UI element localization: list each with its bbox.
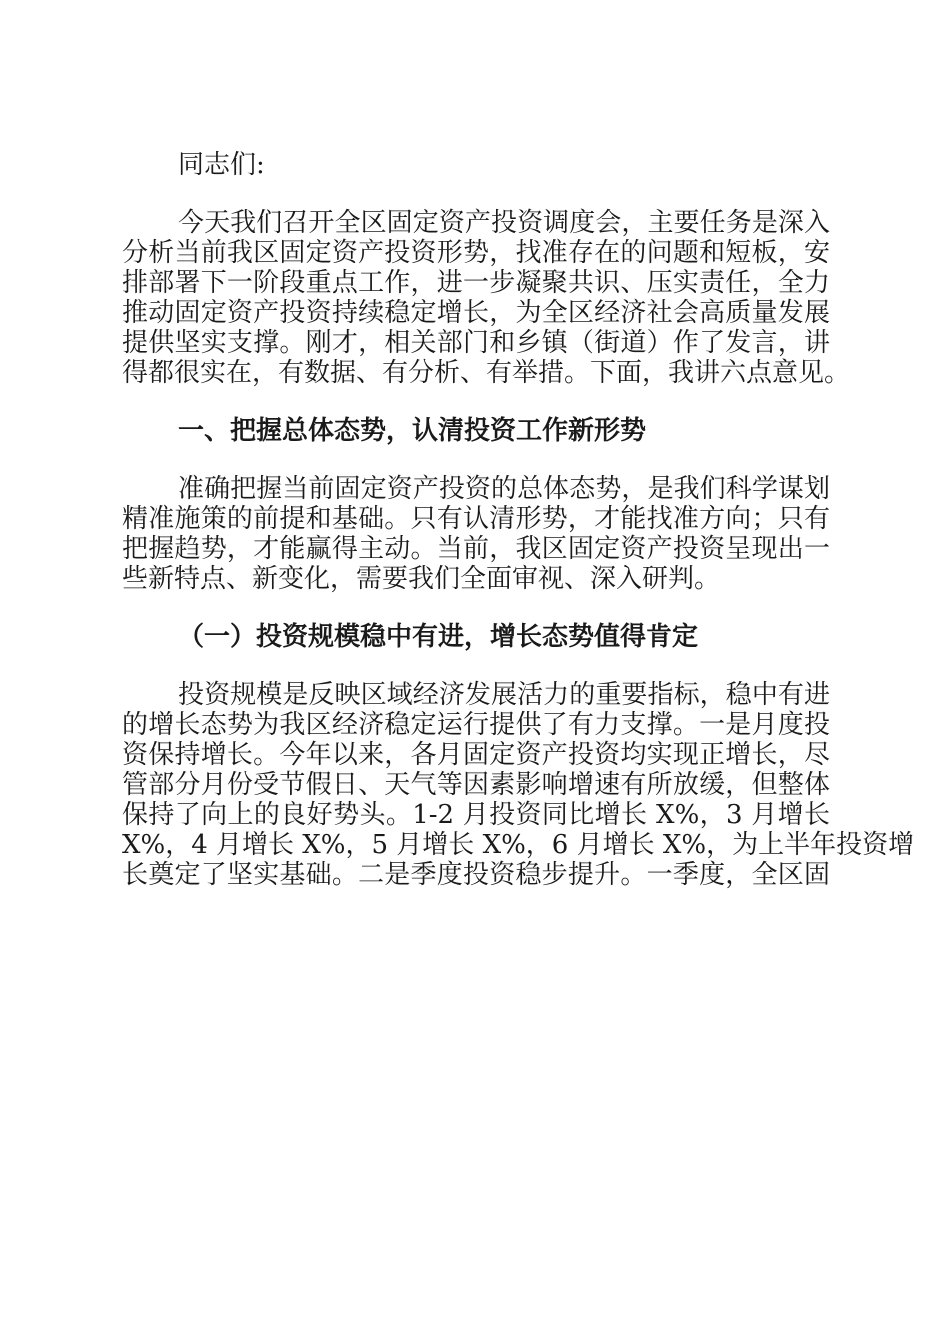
paragraph-line: 今天我们召开全区固定资产投资调度会，主要任务是深入 bbox=[178, 208, 830, 238]
paragraph-line: 投资规模是反映区域经济发展活力的重要指标，稳中有进 bbox=[178, 680, 830, 710]
paragraph-line: 排部署下一阶段重点工作，进一步凝聚共识、压实责任，全力 bbox=[122, 268, 830, 298]
salutation: 同志们: bbox=[178, 150, 265, 180]
document-page bbox=[122, 150, 915, 890]
paragraph-line: 管部分月份受节假日、天气等因素影响增速有所放缓，但整体 bbox=[122, 770, 830, 800]
intro-paragraph bbox=[122, 208, 851, 388]
paragraph-line: 精准施策的前提和基础。只有认清形势，才能找准方向；只有 bbox=[122, 504, 830, 534]
paragraph-line: 的增长态势为我区经济稳定运行提供了有力支撑。一是月度投 bbox=[122, 710, 830, 740]
paragraph-line: 提供坚实支撑。刚才，相关部门和乡镇（街道）作了发言，讲 bbox=[122, 328, 830, 358]
paragraph-line: 资保持增长。今年以来，各月固定资产投资均实现正增长，尽 bbox=[122, 740, 830, 770]
paragraph-line: 得都很实在，有数据、有分析、有举措。下面，我讲六点意见。 bbox=[122, 358, 851, 388]
paragraph-line: 长奠定了坚实基础。二是季度投资稳步提升。一季度，全区固 bbox=[122, 860, 830, 890]
paragraph-line: 保持了向上的良好势头。1-2 月投资同比增长 X%，3 月增长 bbox=[122, 800, 830, 830]
section-heading: 一、把握总体态势，认清投资工作新形势 bbox=[178, 416, 647, 446]
paragraph-line: 把握趋势，才能赢得主动。当前，我区固定资产投资呈现出一 bbox=[122, 534, 830, 564]
section-1-paragraph bbox=[122, 474, 830, 594]
paragraph-line: 分析当前我区固定资产投资形势，找准存在的问题和短板，安 bbox=[122, 238, 830, 268]
paragraph-line: 些新特点、新变化，需要我们全面审视、深入研判。 bbox=[122, 564, 721, 594]
subsection-1-paragraph bbox=[122, 680, 915, 890]
paragraph-line: 推动固定资产投资持续稳定增长，为全区经济社会高质量发展 bbox=[122, 298, 830, 328]
paragraph-line: X%，4 月增长 X%，5 月增长 X%，6 月增长 X%，为上半年投资增 bbox=[122, 830, 915, 860]
paragraph-line: 准确把握当前固定资产投资的总体态势，是我们科学谋划 bbox=[178, 474, 830, 504]
subsection-heading: （一）投资规模稳中有进，增长态势值得肯定 bbox=[178, 622, 699, 652]
